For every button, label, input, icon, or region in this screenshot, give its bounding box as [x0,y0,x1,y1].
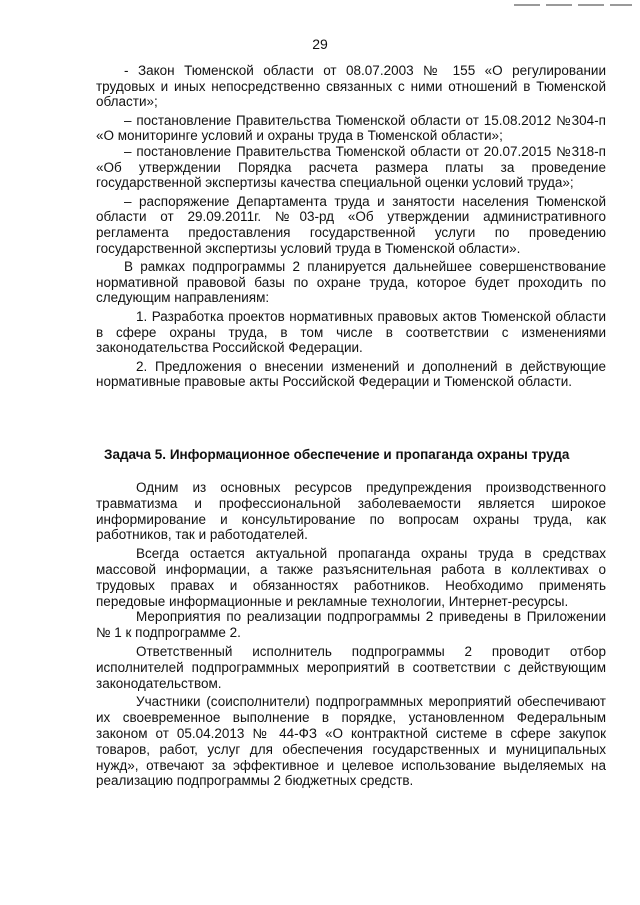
legal-basis-section [96,63,606,390]
list-item: – постановление Правительства Тюменской области от 15.08.2012 №304-п «О мониторинге условий и охраны труда в Тюменской области»; [96,112,606,144]
list-item: - Закон Тюменской области от 08.07.2003 № 155 «О регулировании трудовых и иных непосредственно связанных с ними отношений в Тюменской области»; [96,63,606,110]
paragraph: Всегда остается актуальной пропаганда охраны труда в средствах массовой информации, а также разъяснительная работа в коллективах о трудовых правах и обязанностях работников. Необходимо применять передовые информационные и рекламные технологии, Интернет-ресурсы. [96,546,606,609]
list-item: – распоряжение Департамента труда и занятости населения Тюменской области от 29.09.2011г. №03-рд «Об утверждении административного регламента предоставления государственной услуги по проведению государственной экспертизы условий труда в Тюменской области». [96,193,606,256]
paragraph: Мероприятия по реализации подпрограммы 2 приведены в Приложении № 1 к подпрограмме 2. [96,609,606,641]
list-item: – постановление Правительства Тюменской области от 20.07.2015 №318-п «Об утверждении Порядка расчета размера платы за проведение государственной экспертизы качества специальной оценки условий труда»; [96,143,606,191]
section-heading: Задача 5. Информационное обеспечение и пропаганда охраны труда [104,447,570,462]
direction-item: 2. Предложения о внесении изменений и дополнений в действующие нормативные правовые акты Российской Федерации и Тюменской области. [96,358,606,390]
intro-paragraph: В рамках подпрограммы 2 планируется дальнейшее совершенствование нормативной правовой базы по охране труда, которое будет проходить по следующим направлениям: [96,259,606,306]
page-number: 29 [312,36,328,52]
direction-item: 1. Разработка проектов нормативных правовых актов Тюменской области в сфере охраны труда, в том числе в соответствии с изменениями законодательства Российской Федерации. [96,308,606,356]
task-section [96,480,606,789]
paragraph: Участники (соисполнители) подпрограммных мероприятий обеспечивают их своевременное выполнение в порядке, установленном Федеральным законом от 05.04.2013 № 44-ФЗ «О контрактной системе в сфере закупок товаров, работ, услуг для обеспечения государственных и муниципальных нужд», отвечают за эффективное и целевое использование выделяемых на реализацию подпрограммы 2 бюджетных средств. [96,694,606,789]
scan-corner-mark [514,4,632,6]
paragraph: Одним из основных ресурсов предупреждения производственного травматизма и профессиональной заболеваемости является широкое информирование и консультирование по вопросам охраны труда, как работников, так и работодателей. [96,480,606,543]
paragraph: Ответственный исполнитель подпрограммы 2 проводит отбор исполнителей подпрограммных мероприятий в соответствии с действующим законодательством. [96,643,606,691]
